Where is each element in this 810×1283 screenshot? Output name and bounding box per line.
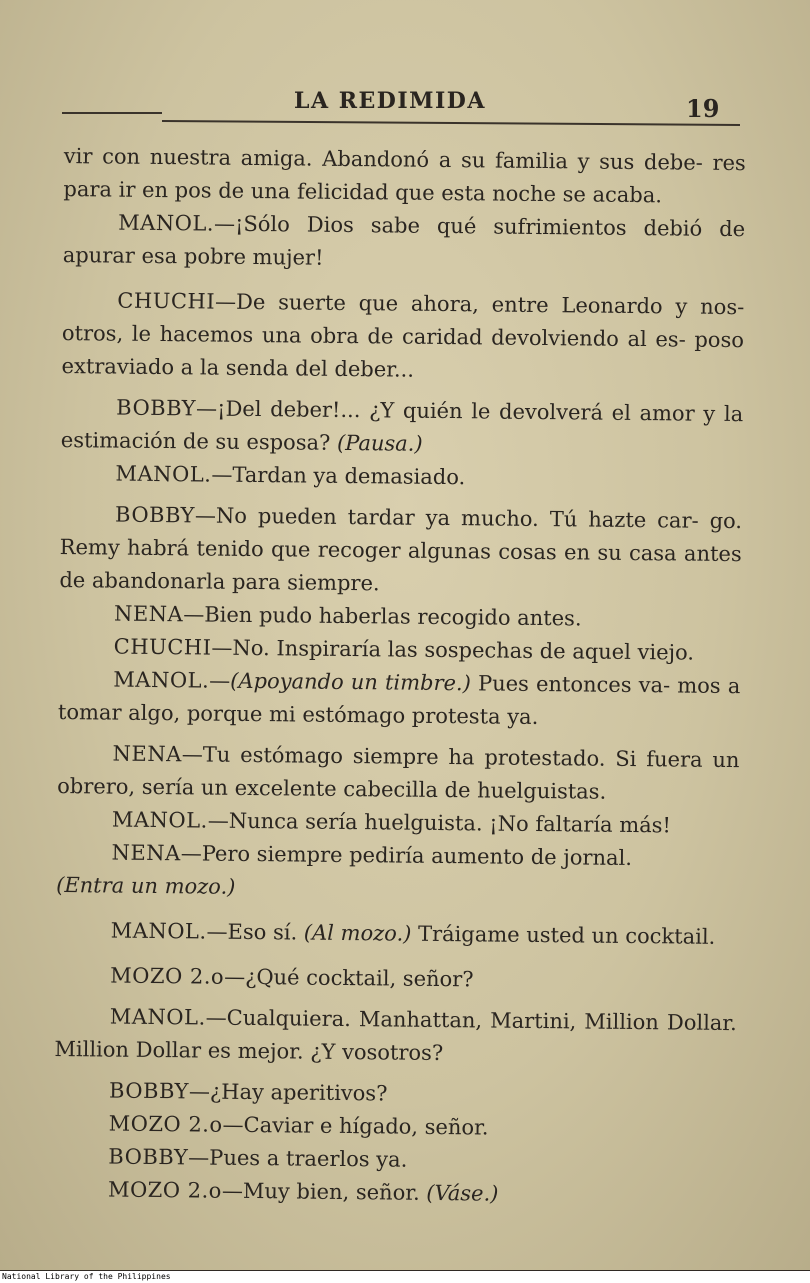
stage-direction: (Entra un mozo.) bbox=[56, 872, 236, 899]
speaker-name: MANOL. bbox=[111, 807, 208, 833]
paragraph bbox=[60, 457, 742, 497]
dialogue-text: —Nunca sería huelguista. ¡No faltaría más! bbox=[207, 808, 672, 838]
paragraph bbox=[56, 836, 739, 909]
paragraph bbox=[63, 206, 746, 279]
scan-credit: National Library of the Philippines bbox=[0, 1271, 810, 1283]
speaker-name: MOZO 2.o bbox=[110, 963, 225, 989]
paragraph bbox=[61, 284, 744, 390]
play-text bbox=[53, 140, 746, 1213]
paragraph bbox=[58, 663, 741, 736]
speaker-name: NENA bbox=[111, 840, 181, 866]
dialogue-text: —De suerte que ahora, entre Leonardo y nos- otros, le hacemos una obra de caridad devolviendo al es- poso extraviado a la senda del deber... bbox=[61, 289, 745, 382]
dialogue-text: —¡Del deber!... ¿Y quién le devolverá el amor y la estimación de su esposa? bbox=[60, 396, 744, 455]
dialogue-text: —Tardan ya demasiado. bbox=[211, 462, 466, 490]
paragraph bbox=[54, 1000, 737, 1073]
speaker-name: MANOL. bbox=[113, 667, 210, 693]
stage-direction: (Váse.) bbox=[426, 1180, 499, 1206]
paragraph bbox=[63, 140, 746, 213]
paragraph bbox=[55, 959, 737, 999]
dialogue-text: —Eso sí. bbox=[206, 919, 298, 945]
speaker-name: CHUCHI bbox=[113, 634, 212, 660]
speaker-name: MOZO 2.o bbox=[108, 1111, 223, 1137]
dialogue-text: —¿Hay aperitivos? bbox=[188, 1079, 388, 1106]
dialogue-text: —Bien pudo haberlas recogido antes. bbox=[183, 602, 582, 631]
dialogue-text: —No pueden tardar ya mucho. Tú hazte car- go. Remy habrá tenido que recoger algunas cosas en su casa antes de abandonarla para siempre. bbox=[59, 503, 743, 596]
dialogue-text: —Tu estómago siempre ha protestado. Si fuera un obrero, sería un excelente cabecilla de huelguistas. bbox=[57, 742, 740, 804]
speaker-name: MANOL. bbox=[115, 461, 212, 487]
paragraph bbox=[59, 498, 742, 604]
speaker-name: BOBBY bbox=[108, 1144, 189, 1170]
speaker-name: NENA bbox=[112, 741, 182, 767]
paragraph-text: vir con nuestra amiga. Abandonó a su familia y sus debe- res para ir en pos de una felicidad que esta noche se acaba. bbox=[63, 143, 746, 208]
speaker-name: BOBBY bbox=[114, 502, 196, 528]
stage-direction: (Al mozo.) bbox=[303, 920, 412, 946]
stage-direction: (Apoyando un timbre.) bbox=[230, 668, 471, 696]
dialogue-text: —Muy bien, señor. bbox=[221, 1178, 420, 1205]
dialogue-text: Pues entonces va- mos a tomar algo, porque mi estómago protesta ya. bbox=[57, 671, 741, 729]
dialogue-dash: — bbox=[209, 668, 231, 693]
dialogue-text: —Cualquiera. Manhattan, Martini, Million Dollar. Million Dollar es mejor. ¿Y vosotros? bbox=[54, 1005, 737, 1066]
stage-direction: (Pausa.) bbox=[336, 430, 423, 456]
dialogue-text: —No. Inspiraría las sospechas de aquel viejo. bbox=[211, 635, 695, 665]
dialogue-text: Tráigame usted un cocktail. bbox=[411, 921, 716, 949]
speaker-name: BOBBY bbox=[108, 1078, 190, 1104]
speaker-name: CHUCHI bbox=[117, 288, 216, 314]
dialogue-text: —¡Sólo Dios sabe qué sufrimientos debió de apurar esa pobre mujer! bbox=[62, 211, 746, 270]
paragraph bbox=[57, 737, 740, 810]
running-title: LA REDIMIDA bbox=[294, 88, 486, 114]
paragraph bbox=[56, 914, 738, 954]
dialogue-text: —Pues a traerlos ya. bbox=[188, 1145, 408, 1172]
paragraph bbox=[53, 1173, 735, 1213]
speaker-name: MANOL. bbox=[118, 210, 215, 236]
speaker-name: MANOL. bbox=[110, 918, 207, 944]
page-number: 19 bbox=[686, 94, 720, 123]
speaker-name: MOZO 2.o bbox=[107, 1177, 223, 1203]
dialogue-text: —Pero siempre pediría aumento de jornal. bbox=[180, 841, 633, 870]
header-rule-right bbox=[162, 120, 740, 126]
speaker-name: BOBBY bbox=[116, 395, 197, 421]
speaker-name: MANOL. bbox=[109, 1004, 206, 1030]
speaker-name: NENA bbox=[113, 601, 184, 627]
dialogue-text: —Caviar e hígado, señor. bbox=[222, 1112, 489, 1140]
paragraph bbox=[61, 391, 744, 464]
dialogue-text: —¿Qué cocktail, señor? bbox=[224, 964, 474, 992]
